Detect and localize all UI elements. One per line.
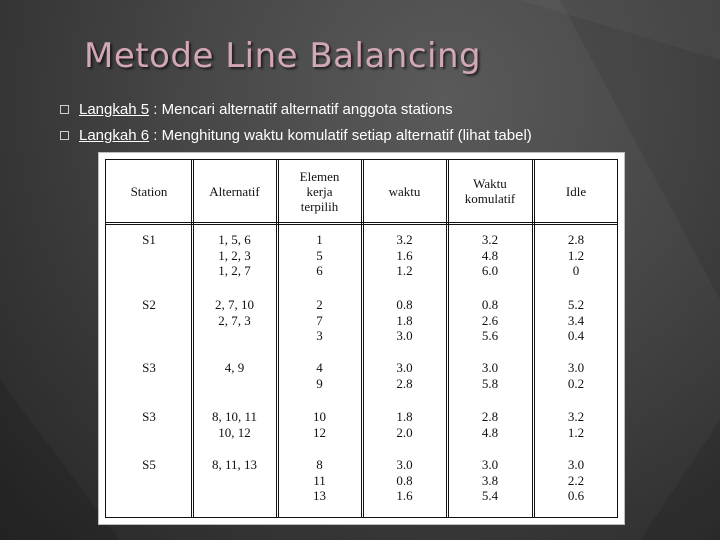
cell-station: S3 <box>142 360 156 375</box>
cell-idle: 3.2 1.2 <box>567 409 585 440</box>
cell-elemen-kerja: 1 5 6 <box>316 232 323 278</box>
bullet-step-label: Langkah 6 <box>79 127 150 144</box>
cell-idle: 3.0 0.2 <box>567 360 585 391</box>
cell-waktu-komulatif: 0.8 2.6 5.6 <box>481 297 499 343</box>
header-alternatif: Alternatif <box>209 183 260 199</box>
cell-waktu-komulatif: 2.8 4.8 <box>481 409 499 440</box>
bullet-item-2 <box>60 127 532 144</box>
square-bullet-icon <box>60 105 69 114</box>
cell-elemen-kerja: 2 7 3 <box>316 297 323 343</box>
bullet-item-1 <box>60 101 453 118</box>
cell-station: S1 <box>142 232 156 247</box>
cell-waktu: 3.0 2.8 <box>396 360 413 391</box>
cell-waktu: 3.0 0.8 1.6 <box>396 457 413 503</box>
bullet-separator: : <box>149 127 162 144</box>
cell-alternatif: 8, 10, 11 10, 12 <box>211 409 258 440</box>
bullet-separator: : <box>149 101 162 118</box>
cell-waktu-komulatif: 3.0 5.8 <box>481 360 499 391</box>
cell-elemen-kerja: 4 9 <box>316 360 323 391</box>
cell-station: S3 <box>142 409 156 424</box>
cell-elemen-kerja: 8 11 13 <box>313 457 326 503</box>
bullet-step-label: Langkah 5 <box>79 101 150 118</box>
cell-waktu: 1.8 2.0 <box>396 409 413 440</box>
line-balancing-table <box>105 159 618 518</box>
cell-alternatif: 4, 9 <box>224 360 245 375</box>
cell-alternatif: 1, 5, 6 1, 2, 3 1, 2, 7 <box>218 232 251 278</box>
header-waktu-komulatif: Waktu komulatif <box>464 176 516 206</box>
slide-title: Metode Line Balancing <box>84 36 482 76</box>
bullet-text: Menghitung waktu komulatif setiap alternatif (lihat tabel) <box>161 127 532 144</box>
cell-waktu-komulatif: 3.0 3.8 5.4 <box>481 457 499 503</box>
square-bullet-icon <box>60 131 69 140</box>
header-station: Station <box>130 183 168 199</box>
cell-waktu: 3.2 1.6 1.2 <box>396 232 413 278</box>
bullet-text: Mencari alternatif alternatif anggota stations <box>161 101 453 118</box>
header-elemen-kerja: Elemen kerja terpilih <box>299 168 340 214</box>
cell-waktu: 0.8 1.8 3.0 <box>396 297 413 343</box>
cell-alternatif: 8, 11, 13 <box>211 457 258 472</box>
header-idle: Idle <box>565 183 587 199</box>
cell-elemen-kerja: 10 12 <box>313 409 326 440</box>
cell-idle: 5.2 3.4 0.4 <box>567 297 585 343</box>
cell-waktu-komulatif: 3.2 4.8 6.0 <box>481 232 499 278</box>
cell-idle: 3.0 2.2 0.6 <box>567 457 585 503</box>
cell-station: S2 <box>142 297 156 312</box>
table-image-frame <box>98 152 625 525</box>
cell-alternatif: 2, 7, 10 2, 7, 3 <box>215 297 254 328</box>
cell-idle: 2.8 1.2 0 <box>567 232 585 278</box>
cell-station: S5 <box>142 457 156 472</box>
header-waktu: waktu <box>388 183 421 199</box>
